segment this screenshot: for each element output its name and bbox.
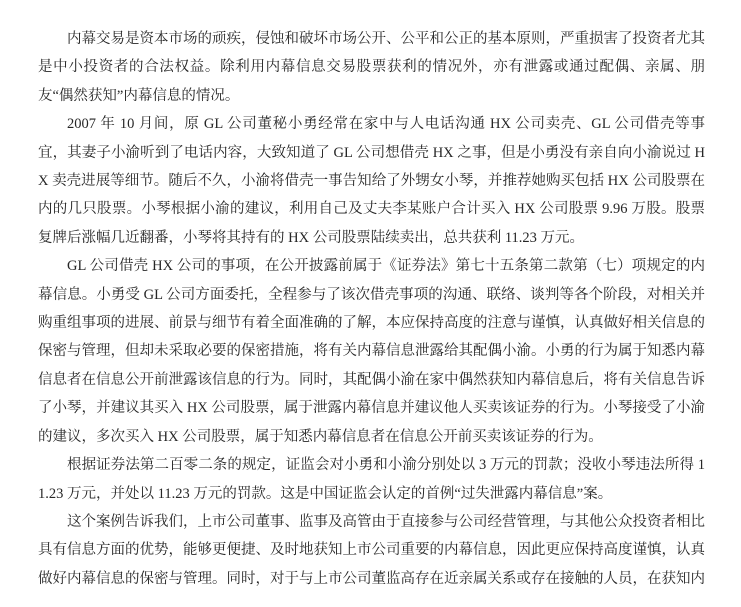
paragraph-intro: 内幕交易是资本市场的顽疾，侵蚀和破坏市场公开、公平和公正的基本原则，严重损害了投资者尤其是中小投资者的合法权益。除利用内幕信息交易股票获利的情况外，亦有泄露或通过配偶、亲属、朋友“偶然获知”内幕信息的情况。 — [38, 31, 705, 104]
paragraph-legal-analysis: GL 公司借壳 HX 公司的事项，在公开披露前属于《证券法》第七十五条第二款第（七）项规定的内幕信息。小勇受 GL 公司方面委托，全程参与了该次借壳事项的沟通、联络、谈判等各个阶段，对相关并购重组事项的进展、前景与细节有着全面准确的了解，本应保持高度的注意与谨慎，认真做好相关信息的保密与管理，但却未采取必要的保密措施，将有关内幕信息泄露给其配偶小渝。小勇的行为属于知悉内幕信息者在信息公开前泄露该信息的行为。同时，其配偶小渝在家中偶然获知内幕信息后，将有关信息告诉了小琴，并建议其买入 HX 公司股票，属于泄露内幕信息并建议他人买卖该证券的行为。小琴接受了小渝的建议，多次买入 HX 公司股票，属于知悉内幕信息者在信息公开前买卖该证券的行为。 — [38, 258, 705, 445]
paragraph-penalty: 根据证券法第二百零二条的规定，证监会对小勇和小渝分别处以 3 万元的罚款；没收小琴违法所得 11.23 万元，并处以 11.23 万元的罚款。这是中国证监会认定的首例“过失泄露内幕信息”案。 — [38, 457, 705, 502]
paragraph-lesson: 这个案例告诉我们，上市公司董事、监事及高管由于直接参与公司经营管理，与其他公众投资者相比具有信息方面的优势，能够更便捷、及时地获知上市公司重要的内幕信息，因此更应保持高度谨慎，认真做好内幕信息的保密与管理。同时，对于与上市公司董监高存在近亲属关系或存在接触的人员，在获知内 — [38, 513, 705, 587]
paragraph-case-facts: 2007 年 10 月间，原 GL 公司董秘小勇经常在家中与人电话沟通 HX 公司卖壳、GL 公司借壳等事宜，其妻子小渝听到了电话内容，大致知道了 GL 公司想借壳 HX 之事，但是小勇没有亲自向小渝说过 HX 卖壳进展等细节。随后不久，小渝将借壳一事告知给了外甥女小琴，并推荐她购买包括 HX 公司股票在内的几只股票。小琴根据小渝的建议，利用自己及丈夫李某账户合计买入 HX 公司股票 9.96 万股。股票复牌后涨幅几近翻番，小琴将其持有的 HX 公司股票陆续卖出，总共获利 11.23 万元。 — [38, 116, 705, 246]
